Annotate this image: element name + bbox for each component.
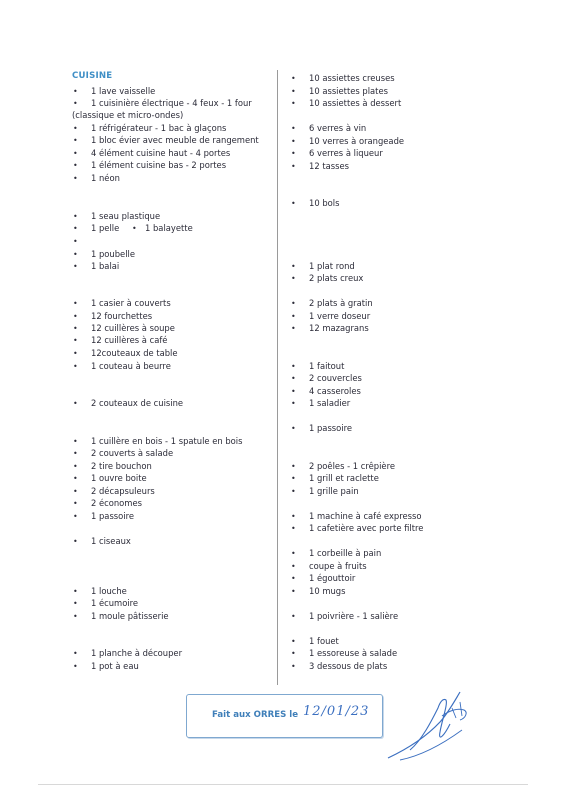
right-item-text: 10 verres à orangeade [309, 136, 405, 146]
bullet-icon: • [291, 512, 296, 521]
right-item-text: 10 assiettes plates [309, 86, 388, 96]
right-item-text: 1 faitout [309, 361, 345, 371]
bullet-icon: • [73, 262, 78, 271]
bullet-icon: • [291, 87, 296, 96]
bullet-icon: • [291, 387, 296, 396]
stamp-date: 12/01/23 [303, 704, 370, 719]
left-item-text: 1 ciseaux [91, 536, 131, 546]
right-item-text: 2 plats creux [309, 273, 364, 283]
left-item-text: 2 couverts à salade [91, 448, 174, 458]
left-item-text: 1 cuillère en bois - 1 spatule en bois [91, 436, 243, 446]
bullet-icon: • [73, 462, 78, 471]
bullet-icon: • [291, 374, 296, 383]
left-item-text: 1 couteau à beurre [91, 361, 171, 371]
right-item-text: 12 tasses [309, 161, 349, 171]
left-item-text: 1 balai [91, 261, 120, 271]
bullet-icon: • [73, 449, 78, 458]
bullet-icon: • [291, 362, 296, 371]
bullet-icon: • [73, 87, 78, 96]
signature-mark [380, 680, 480, 770]
right-item-text: 4 casseroles [309, 386, 361, 396]
left-item-text: 2 décapsuleurs [91, 486, 155, 496]
bullet-icon: • [291, 124, 296, 133]
bullet-icon: • [291, 137, 296, 146]
right-item-text: 10 assiettes creuses [309, 73, 395, 83]
bullet-icon: • [73, 136, 78, 145]
bullet-icon: • [73, 224, 78, 233]
bullet-icon: • [291, 487, 296, 496]
bullet-icon: • [291, 312, 296, 321]
bullet-icon: • [73, 250, 78, 259]
bullet-icon: • [73, 399, 78, 408]
right-item-text: coupe à fruits [309, 561, 367, 571]
bullet-icon: • [291, 587, 296, 596]
bullet-icon: • [291, 549, 296, 558]
left-item-text: 1 bloc évier avec meuble de rangement [91, 135, 259, 145]
bullet-icon: • [291, 274, 296, 283]
left-item-continuation: (classique et micro-ondes) [72, 110, 184, 120]
right-item-text: 10 bols [309, 198, 340, 208]
left-item-text: 1 moule pâtisserie [91, 611, 169, 621]
right-item-text: 2 plats à gratin [309, 298, 373, 308]
bullet-icon: • [73, 362, 78, 371]
bullet-icon: • [73, 649, 78, 658]
bullet-icon: • [73, 212, 78, 221]
right-item-text: 1 grill et raclette [309, 473, 379, 483]
bullet-icon: • [73, 662, 78, 671]
left-item-text: 12 cuillères à soupe [91, 323, 175, 333]
bullet-icon: • [291, 649, 296, 658]
right-item-text: 1 plat rond [309, 261, 355, 271]
right-item-text: 1 verre doseur [309, 311, 371, 321]
right-item-text: 2 poêles - 1 crêpière [309, 461, 395, 471]
right-item-text: 10 assiettes à dessert [309, 98, 402, 108]
bullet-icon: • [291, 574, 296, 583]
right-item-text: 1 fouet [309, 636, 339, 646]
bullet-icon: • [73, 99, 78, 108]
bullet-icon: • [291, 162, 296, 171]
bullet-icon: • [73, 487, 78, 496]
left-item-text: 1 élément cuisine bas - 2 portes [91, 160, 227, 170]
left-item-text: 1 seau plastique [91, 211, 161, 221]
left-item-text: 1 planche à découper [91, 648, 183, 658]
right-item-text: 1 grille pain [309, 486, 359, 496]
right-item-text: 1 poivrière - 1 salière [309, 611, 399, 621]
bullet-icon: • [73, 237, 78, 246]
left-item-text: 12couteaux de table [91, 348, 178, 358]
bullet-icon: • [73, 349, 78, 358]
bullet-icon: • [291, 637, 296, 646]
left-item-text: 1 ouvre boite [91, 473, 147, 483]
bullet-icon: • [73, 474, 78, 483]
right-item-text: 3 dessous de plats [309, 661, 388, 671]
right-item-text: 1 essoreuse à salade [309, 648, 398, 658]
bullet-icon: • [73, 312, 78, 321]
left-item-text: 1 casier à couverts [91, 298, 171, 308]
right-item-text: 1 égouttoir [309, 573, 356, 583]
left-item-text: 1 écumoire [91, 598, 139, 608]
bullet-icon: • [291, 74, 296, 83]
left-item-text: 1 poubelle [91, 249, 136, 259]
bullet-icon: • [73, 124, 78, 133]
left-item-text: 1 pelle [91, 223, 120, 233]
left-item-extra-text: 1 balayette [145, 223, 193, 233]
left-item-text: 4 élément cuisine haut - 4 portes [91, 148, 231, 158]
bullet-icon: • [73, 299, 78, 308]
left-item-text: 12 cuillères à café [91, 335, 168, 345]
bullet-icon: • [291, 299, 296, 308]
bullet-icon: • [291, 399, 296, 408]
bullet-icon: • [291, 324, 296, 333]
left-item-text: 2 couteaux de cuisine [91, 398, 184, 408]
bullet-icon: • [73, 324, 78, 333]
bullet-icon: • [73, 174, 78, 183]
left-item-text: 1 lave vaisselle [91, 86, 156, 96]
bullet-icon: • [73, 612, 78, 621]
bullet-icon: • [73, 161, 78, 170]
bullet-icon: • [291, 199, 296, 208]
bullet-icon: • [291, 99, 296, 108]
right-item-text: 1 corbeille à pain [309, 548, 382, 558]
left-item-text: 1 passoire [91, 511, 135, 521]
left-item-text: 1 pot à eau [91, 661, 139, 671]
bullet-icon: • [291, 262, 296, 271]
right-item-text: 6 verres à liqueur [309, 148, 383, 158]
left-item-text: 1 néon [91, 173, 120, 183]
left-item-text: 1 louche [91, 586, 127, 596]
right-item-text: 1 saladier [309, 398, 351, 408]
bullet-icon: • [291, 149, 296, 158]
left-item-text: 2 tire bouchon [91, 461, 152, 471]
bullet-icon: • [73, 512, 78, 521]
right-item-text: 1 passoire [309, 423, 353, 433]
bullet-icon: • [291, 424, 296, 433]
left-item-text: 2 économes [91, 498, 142, 508]
right-item-text: 1 machine à café expresso [309, 511, 422, 521]
bullet-icon: • [73, 149, 78, 158]
bullet-icon: • [73, 537, 78, 546]
left-item-text: 12 fourchettes [91, 311, 153, 321]
bullet-icon: • [291, 562, 296, 571]
section-title: CUISINE [72, 71, 113, 81]
bullet-icon: • [73, 437, 78, 446]
left-item-text: 1 cuisinière électrique - 4 feux - 1 four [91, 98, 252, 108]
bullet-icon: • [73, 587, 78, 596]
page-bottom-rule [38, 784, 528, 785]
bullet-icon: • [73, 499, 78, 508]
right-item-text: 10 mugs [309, 586, 346, 596]
right-item-text: 1 cafetière avec porte filtre [309, 523, 424, 533]
bullet-icon: • [291, 612, 296, 621]
bullet-icon: • [73, 599, 78, 608]
stamp-label: Fait aux ORRES le [212, 710, 299, 720]
right-item-text: 2 couvercles [309, 373, 362, 383]
bullet-icon: • [291, 474, 296, 483]
bullet-icon: • [132, 224, 137, 233]
right-item-text: 6 verres à vin [309, 123, 367, 133]
bullet-icon: • [291, 662, 296, 671]
bullet-icon: • [73, 336, 78, 345]
right-item-text: 12 mazagrans [309, 323, 369, 333]
bullet-icon: • [291, 462, 296, 471]
bullet-icon: • [291, 524, 296, 533]
left-item-text: 1 réfrigérateur - 1 bac à glaçons [91, 123, 227, 133]
